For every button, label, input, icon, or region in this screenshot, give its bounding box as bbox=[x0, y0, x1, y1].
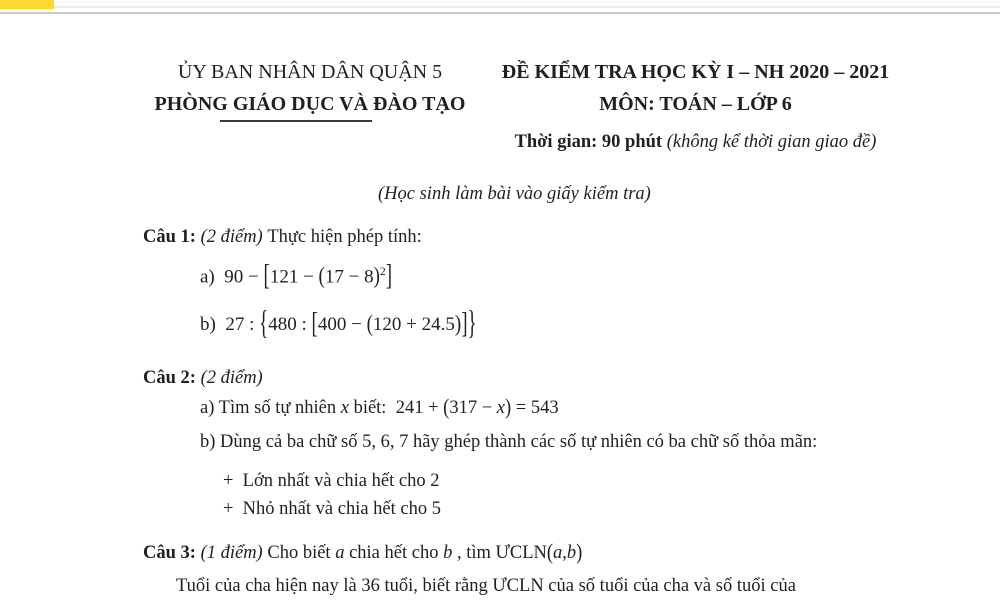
question-2-heading: Câu 2: (2 điểm) bbox=[143, 368, 263, 388]
student-note: (Học sinh làm bài vào giấy kiểm tra) bbox=[378, 184, 651, 204]
question-2-part-a: a) Tìm số tự nhiên x biết: 241 + (317 − x) = 543 bbox=[200, 395, 559, 420]
question-1-part-a: a) $90 - [121 - (17 - 8)^2]$ bbox=[200, 260, 393, 293]
question-1-part-b: b) 27 : {480 : [400 − (120 + 24.5)]} bbox=[200, 304, 477, 343]
org-name-line: ỦY BAN NHÂN DÂN QUẬN 5 bbox=[177, 61, 443, 83]
subject-line: MÔN: TOÁN – LỚP 6 bbox=[599, 93, 792, 115]
top-rule-faint-2 bbox=[0, 6, 1000, 8]
question-1-heading: Câu 1: (2 điểm) Thực hiện phép tính: bbox=[143, 227, 422, 247]
question-2-part-b: b) Dùng cả ba chữ số 5, 6, 7 hãy ghép thành các số tự nhiên có ba chữ số thỏa mãn: bbox=[200, 432, 818, 452]
department-line: PHÒNG GIÁO DỤC VÀ ĐÀO TẠO bbox=[154, 93, 466, 115]
time-limit-line: Thời gian: 90 phút (không kể thời gian giao đề) bbox=[514, 132, 877, 152]
top-rule-faint-1 bbox=[0, 2, 1000, 3]
question-4-intro-line: Tuổi của cha hiện nay là 36 tuổi, biết rằng ƯCLN của số tuổi của cha và số tuổi của bbox=[176, 576, 796, 596]
department-underline bbox=[220, 120, 372, 122]
question-3-line: Câu 3: (1 điểm) Cho biết a chia hết cho b , tìm ƯCLN(a,b) bbox=[143, 540, 583, 565]
highlight-bar bbox=[0, 0, 54, 9]
exam-title-line: ĐỀ KIỂM TRA HỌC KỲ I – NH 2020 – 2021 bbox=[501, 61, 890, 83]
question-2-bullet-smallest: + Nhỏ nhất và chia hết cho 5 bbox=[223, 499, 441, 519]
top-rule bbox=[0, 12, 1000, 14]
question-2-bullet-largest: + Lớn nhất và chia hết cho 2 bbox=[223, 471, 440, 491]
